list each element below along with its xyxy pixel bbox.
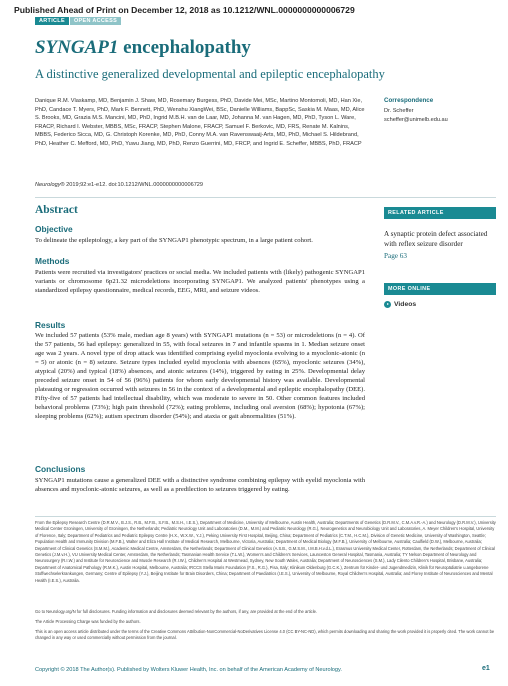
results-heading: Results (35, 320, 66, 330)
article-tags (35, 17, 121, 25)
objective-heading: Objective (35, 224, 73, 234)
divider (35, 516, 496, 517)
related-article-title[interactable]: A synaptic protein defect associated with reflex seizure disorder (384, 230, 488, 248)
article-title (35, 37, 251, 59)
correspondence-heading: Correspondence (384, 97, 434, 104)
citation (35, 182, 203, 188)
citation-details: ® 2019;92:e1-e12. doi:10.1212/WNL.0000000000006729 (60, 182, 204, 188)
objective-text: To delineate the epileptology, a key part of the SYNGAP1 phenotypic spectrum, in a large patient cohort. (35, 237, 313, 244)
title-rest: encephalopathy (118, 37, 251, 58)
charge-note: The Article Processing Charge was funded by the authors. (35, 619, 141, 624)
divider (35, 197, 496, 198)
ahead-of-print-banner: Published Ahead of Print on December 12, 2018 as 10.1212/WNL.0000000000006729 (14, 5, 355, 15)
videos-label[interactable]: Videos (394, 301, 417, 308)
related-article-bar: RELATED ARTICLE (384, 207, 496, 219)
more-online-bar: MORE ONLINE (384, 283, 496, 295)
results-text: We included 57 patients (53% male, median age 8 years) with SYNGAP1 mutations (n = 53) or microdeletions (n = 4). Of the 57 patients, 56 had epilepsy: generalized in 55, with focal seizures in 7 and infantile spasms in 1. Median seizure onset age was 2 years. A novel type of drop attack was identified comprising eyelid myoclonia evolving to a myoclonic-atonic (n = 5) or atonic (n = 8) seizure. Seizure types included eyelid myoclonia with absences (65%), myoclonic seizures (34%), atypical (20%) and typical (18%) absences, and atonic seizures (14%), triggered by eating in 25%. Developmental delay preceded seizure onset in 54 of 56 (96%) patients for whom early developmental history was available. Developmental plateauing or regression occurred with seizures in 56 in the context of a developmental and epileptic encephalopathy (DEE). Fifty-five of 57 patients had intellectual disability, which was moderate to severe in 50. Other common features included behavioral problems (73%); high pain threshold (72%); eating problems, including oral aversion (68%); hypotonia (67%); sleeping problems (62%); autism spectrum disorder (54%); and ataxia or gait abnormalities (51%). (35, 332, 365, 420)
methods-text: Patients were recruited via investigators' practices or social media. We included patients with (likely) pathogenic SYNGAP1 variants or chromosome 6p21.32 microdeletions incorporating SYNGAP1. We analyzed patients' phenotypes using a standardized epilepsy questionnaire, medical records, EEG, MRI, and seizure videos. (35, 269, 365, 294)
funding-note: Go to Neurology.org/N for full disclosures. Funding information and disclosures deemed relevant by the authors, if any, are provided at the end of the article. (35, 609, 318, 614)
related-article-page[interactable]: Page 63 (384, 252, 407, 260)
open-access-tag: OPEN ACCESS (70, 17, 121, 25)
title-gene: SYNGAP1 (35, 37, 119, 58)
citation-journal: Neurology (35, 182, 61, 188)
author-list: Danique R.M. Vlaskamp, MD, Benjamin J. Shaw, MD, Rosemary Burgess, PhD, Davide Mei, MSc, Martino Montomoli, MD, Han Xie, PhD, Candace T. Myers, PhD, Mark F. Bennett, PhD, Wenshu XiangWei, BSc, Danielle Williams, BappSc, Saskia M. Maas, MD, Alice S. Brooks, MD, Grazia M.S. Mancini, MD, PhD, Ingrid M.B.H. van de Laar, MD, Johanna M. van Hagen, MD, PhD, Tyson L. Ware, FRACP, Richard I. Webster, MBBS, MSc, FRACP, Stephen Malone, FRACP, Samuel F. Berkovic, MD, FRS, Renate M. Kalnins, MBBS, Federico Sicca, MD, G. Christoph Korenke, MD, PhD, Conny M.A. van Ravenswaaij-Arts, MD, PhD, Michael S. Hildebrand, PhD, Heather C. Mefford, MD, PhD, Yuwu Jiang, MD, PhD, Renzo Guerrini, MD, FRCP, and Ingrid E. Scheffer, MBBS, PhD, FRACP (35, 98, 365, 147)
play-icon (384, 301, 391, 308)
abstract-heading: Abstract (35, 204, 78, 216)
license-note: This is an open access article distributed under the terms of the Creative Commons Attribution-NonCommercial-NoDerivatives License 4.0 (CC BY-NC-ND), which permits downloading and sharing the work provided it is properly cited. The work cannot be changed in any way or used commercially without permission from the journal. (35, 629, 495, 641)
article-tag: ARTICLE (35, 17, 69, 25)
copyright-line: Copyright © 2018 The Author(s). Published by Wolters Kluwer Health, Inc. on behalf of the American Academy of Neurology. (35, 667, 342, 673)
page-number: e1 (482, 665, 490, 672)
correspondence-email[interactable]: scheffer@unimelb.edu.au (384, 116, 448, 123)
correspondence-name: Dr. Scheffer (384, 108, 414, 114)
conclusions-heading: Conclusions (35, 464, 86, 474)
videos-link[interactable] (384, 301, 416, 308)
related-article[interactable] (384, 230, 496, 262)
methods-heading: Methods (35, 256, 70, 266)
affiliations: From the Epilepsy Research Centre (D.R.M.V., B.J.S., R.B., M.F.B., S.F.B., M.S.H., I.E.S.), Department of Medicine, University of Melbourne, Austin Health, Australia; Departments of Genetics (D.R.M.V., C.M.A.v.R.-A.) and Neurology (D.R.M.V.), University Medical Center Groningen, University of Groningen, the Netherlands; Pediatric Neurology Unit and Laboratories (D.M., M.M.) and Pediatric Neurology (R.G.), Neurogenetics and Neurobiology Unit and Laboratories, A. Meyer Children's Hospital, University of Florence, Italy; Department of Pediatrics and Pediatric Epilepsy Centre (H.X., W.X.W., Y.J.), Peking University First Hospital, Beijing, China; Department of Pediatrics (C.T.M., H.C.M.), Division of Genetic Medicine, University of Washington, Seattle; Population Health and Immunity Division (M.F.B.), Walter and Eliza Hall Institute of Medical Research, Melbourne, Victoria, Australia; Department of Medical Biology (M.F.B.), University of Melbourne, Australia; Caulfield (D.W.), Melbourne, Australia; Department of Clinical Genetics (S.M.M.), Academic Medical Centre, Amsterdam, the Netherlands; Department of Clinical Genetics (A.S.B., G.M.S.M., I.M.B.H.v.d.L.), Erasmus University Medical Center, Rotterdam, the Netherlands; Department of Clinical Genetics (J.M.v.H.), VU University Medical Center, Amsterdam, the Netherlands; Tasmanian Health Service (T.L.W.), Women's and Children's Services, Launceston General Hospital, Tasmania, Australia; TY Nelson Department of Neurology and Neurosurgery (R.I.W.) and Institute for Neuroscience and Muscle Research (R.I.W.), Children's Hospital at Westmead, Sydney, New South Wales, Australia; Department of Neurosciences (S.M.), Lady Cilento Children's Hospital, Brisbane, Australia; Department of Anatomical Pathology (R.M.K.), Austin Hospital, Melbourne, Australia; IRCCS Stella Maris Foundation (F.S., R.G.), Pisa, Italy; Klinikum Oldenburg (G.C.K.), Zentrum für Kinder- und Jugendmedizin, Klinik für Neuropädiatrie u.angeborene Stoffwechselerkrankungen, Germany; Centre of Epilepsy (Y.J.), Beijing Institute for Brain Disorders, China; Department of Paediatrics (I.E.S.), University of Melbourne, Royal Children's Hospital, Australia; and Florey Institute of Neurosciences and Mental Health (I.E.S.), Australia. (35, 520, 496, 583)
article-subtitle: A distinctive generalized developmental and epileptic encephalopathy (35, 67, 385, 81)
correspondence-block (384, 107, 448, 124)
conclusions-text: SYNGAP1 mutations cause a generalized DEE with a distinctive syndrome combining epilepsy with eyelid myoclonia with absences and myoclonic-atonic seizures, as well as a predilection to seizures triggered by eating. (35, 477, 365, 493)
